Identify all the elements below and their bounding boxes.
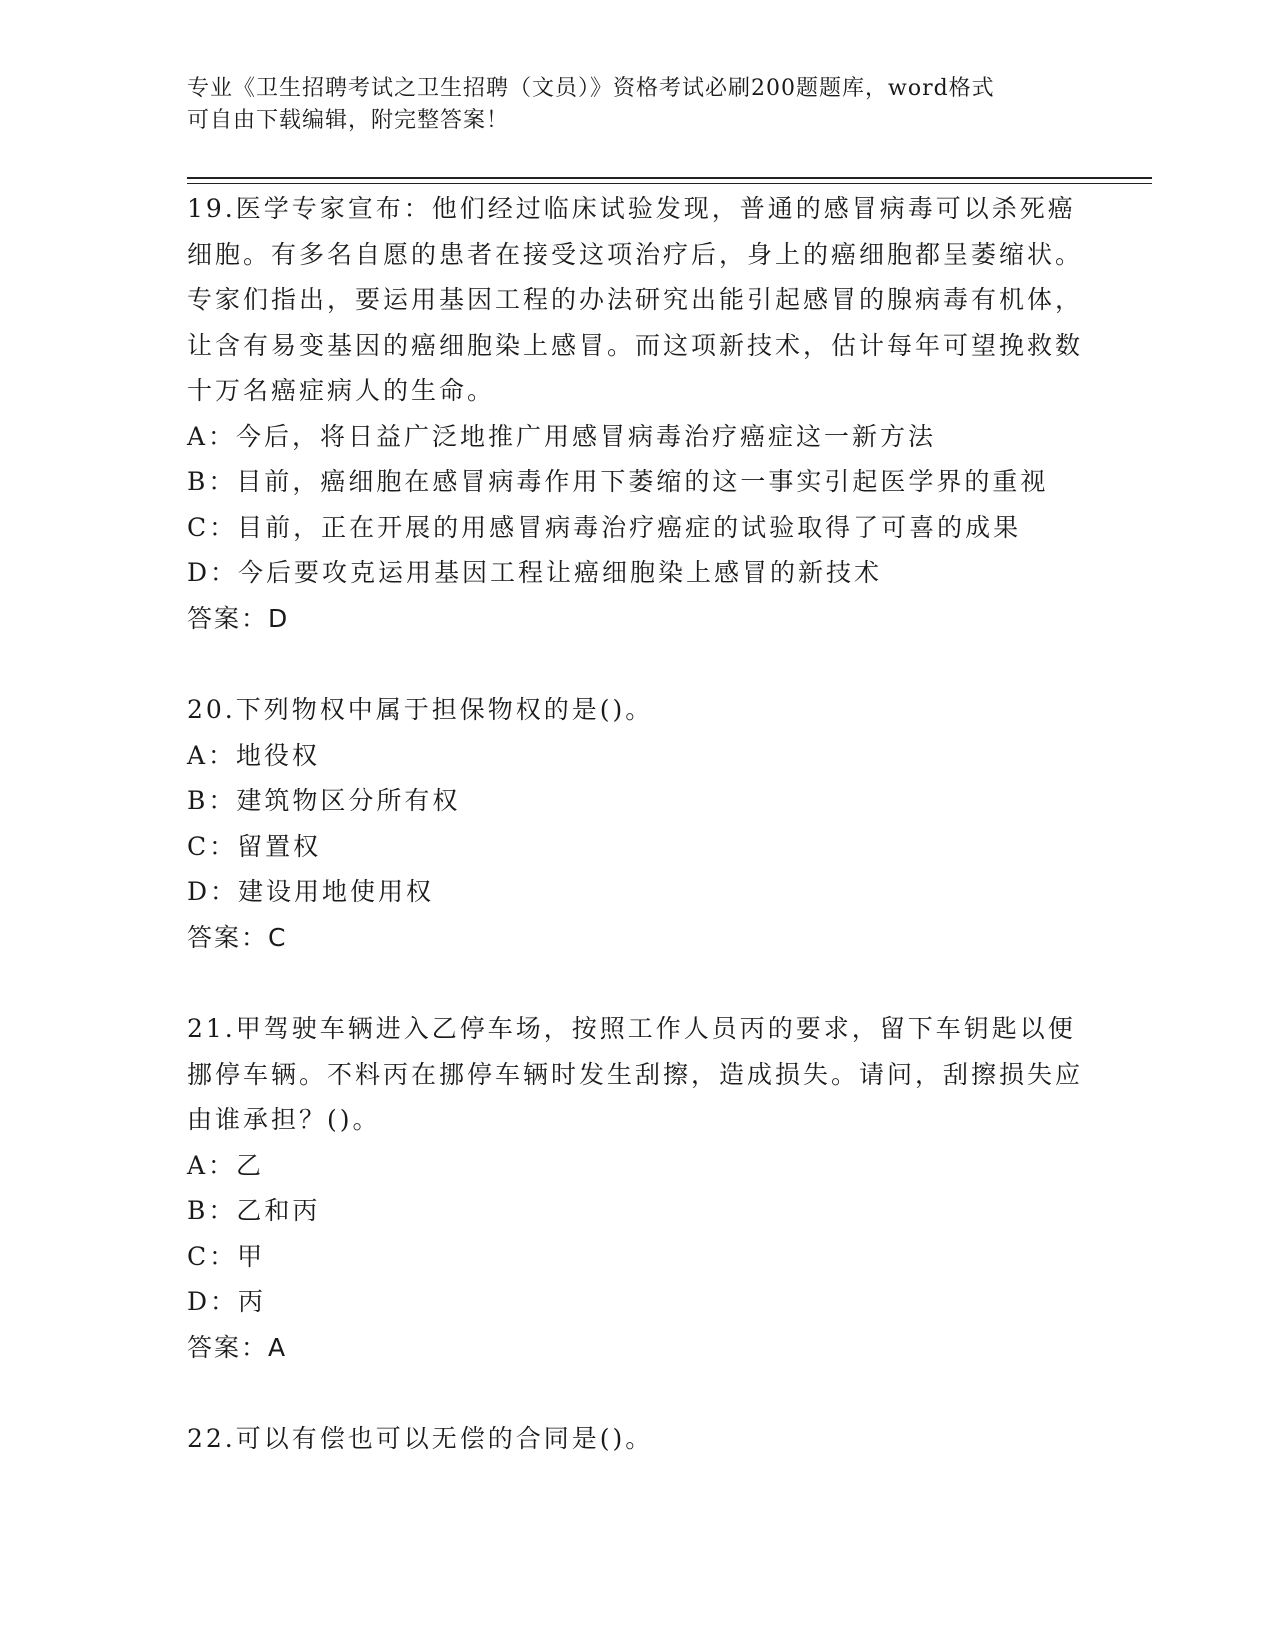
question-stem: 22.可以有偿也可以无偿的合同是()。 [187,1424,654,1453]
question-list [187,186,1087,1508]
option-a: A：地役权 [187,740,321,770]
option-b: B：目前，癌细胞在感冒病毒作用下萎缩的这一事实引起医学界的重视 [187,467,1049,496]
option-d: D：丙 [187,1287,267,1316]
question-19 [187,186,1087,641]
option-d: D：建设用地使用权 [187,877,435,906]
answer-line: 答案：A [187,1332,288,1362]
header-divider-thin [187,183,1152,184]
answer-line: 答案：C [187,922,288,952]
question-stem: 20.下列物权中属于担保物权的是()。 [187,695,654,724]
question-20 [187,687,1087,960]
option-c: C：目前，正在开展的用感冒病毒治疗癌症的试验取得了可喜的成果 [187,512,1022,542]
option-b: B：建筑物区分所有权 [187,786,461,815]
header-title-line1: 专业《卫生招聘考试之卫生招聘（文员）》资格考试必刷200题题库，word格式 [187,76,995,101]
option-c: C：甲 [187,1241,266,1271]
question-stem: 21.甲驾驶车辆进入乙停车场，按照工作人员丙的要求，留下车钥匙以便挪停车辆。不料丙在挪停车辆时发生刮擦，造成损失。请问，刮擦损失应由谁承担？()。 [187,1014,1084,1134]
answer-line: 答案：D [187,603,290,633]
option-d: D：今后要攻克运用基因工程让癌细胞染上感冒的新技术 [187,558,883,587]
option-a: A：今后，将日益广泛地推广用感冒病毒治疗癌症这一新方法 [187,421,937,451]
question-stem: 19.医学专家宣布：他们经过临床试验发现，普通的感冒病毒可以杀死癌细胞。有多名自愿的患者在接受这项治疗后，身上的癌细胞都呈萎缩状。专家们指出，要运用基因工程的办法研究出能引起感冒的腺病毒有机体，让含有易变基因的癌细胞染上感冒。而这项新技术，估计每年可望挽救数十万名癌症病人的生命。 [187,194,1084,405]
option-b: B：乙和丙 [187,1196,321,1225]
header-title-line2: 可自由下载编辑，附完整答案！ [187,108,510,133]
header-divider-thick [187,177,1152,179]
document-header [187,73,1087,137]
question-22 [187,1416,1087,1462]
question-21 [187,1006,1087,1370]
option-c: C：留置权 [187,831,322,861]
option-a: A：乙 [187,1150,265,1180]
